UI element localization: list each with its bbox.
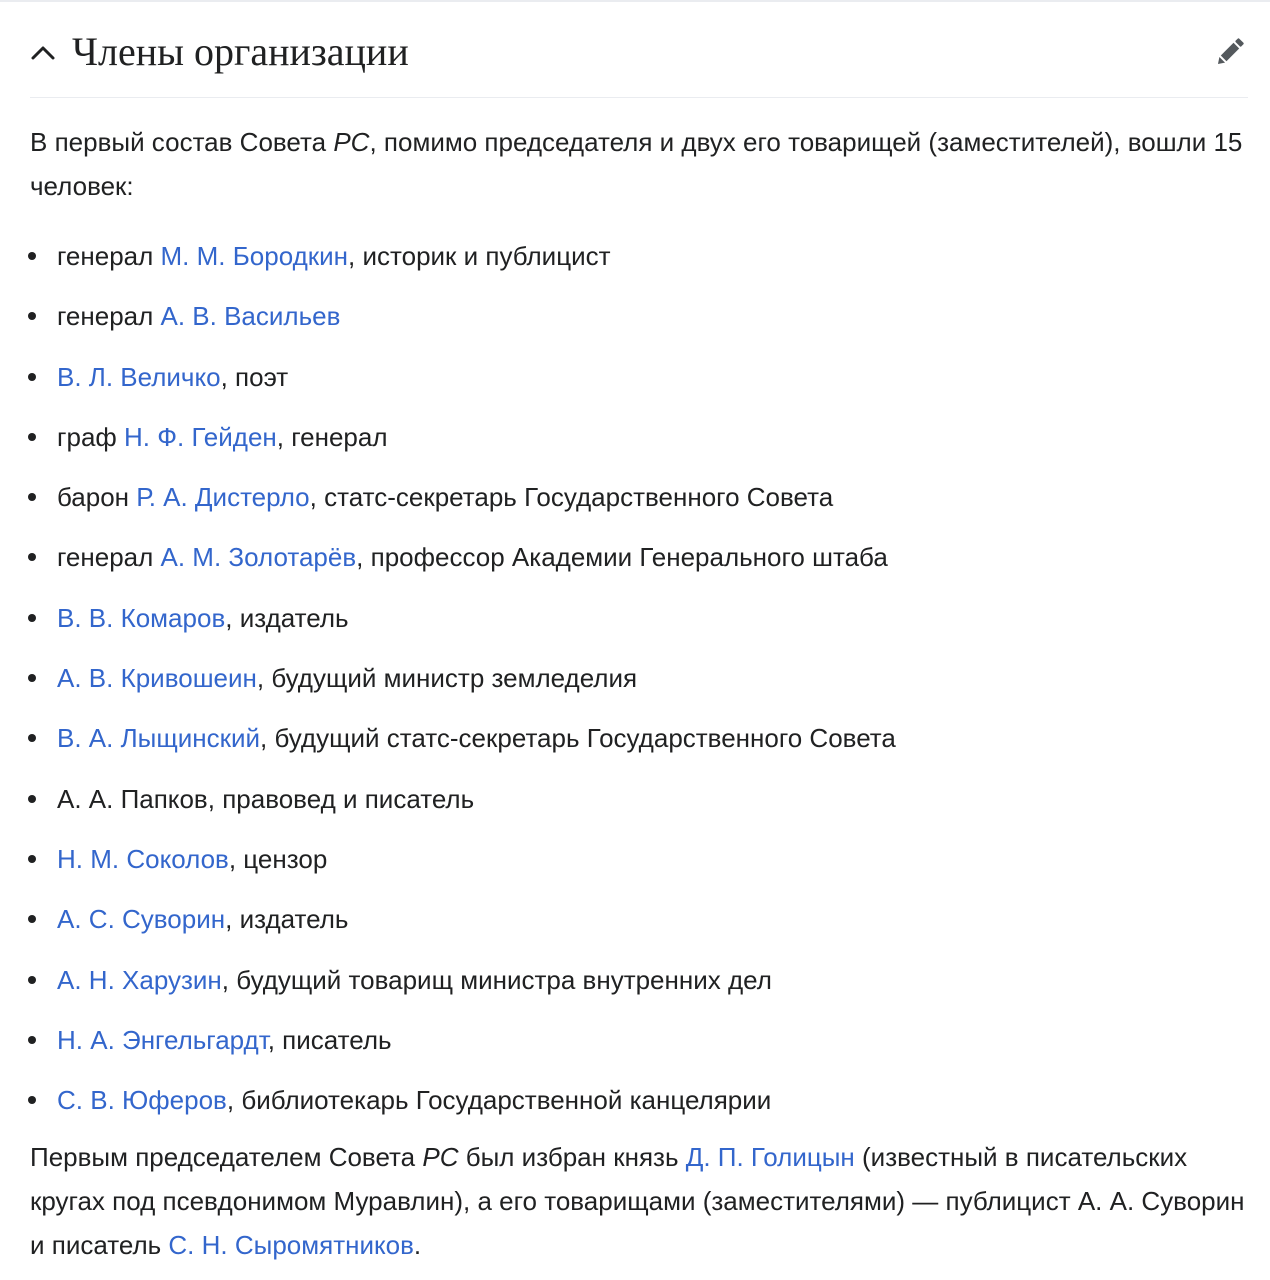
- bullet-icon: [28, 795, 36, 803]
- member-prefix: генерал: [57, 542, 161, 573]
- list-item-text: [57, 226, 611, 286]
- member-description: , будущий товарищ министра внутренних дел: [221, 964, 772, 995]
- list-item: [0, 226, 1270, 286]
- bullet-icon: [28, 1096, 36, 1104]
- intro-text-1: В первый состав Совета: [30, 127, 334, 157]
- top-border: [0, 0, 1270, 2]
- section-title: Члены организации: [72, 29, 409, 74]
- list-item-text: [57, 950, 772, 1010]
- member-link[interactable]: Н. Ф. Гейден: [124, 421, 277, 452]
- member-link[interactable]: А. В. Кривошеин: [57, 663, 257, 694]
- list-item: [0, 769, 1270, 829]
- member-link[interactable]: В. Л. Величко: [57, 361, 221, 392]
- bullet-icon: [28, 915, 36, 923]
- intro-italic-abbr: РС: [333, 127, 370, 157]
- chevron-up-icon[interactable]: [30, 40, 56, 66]
- member-description: , цензор: [228, 843, 328, 874]
- list-item: [0, 588, 1270, 648]
- member-link[interactable]: Н. А. Энгельгардт: [57, 1024, 268, 1055]
- outro-text-1: Первым председателем Совета: [30, 1142, 423, 1172]
- outro-paragraph: [30, 1135, 1250, 1267]
- list-item: [0, 286, 1270, 346]
- member-description: , генерал: [276, 421, 388, 452]
- member-link[interactable]: А. В. Васильев: [160, 301, 341, 332]
- outro-text-3: (известный в писательских кругах под псевдонимом Муравлин), а его товарищами (заместителями) — публицист А. А. Суворин и писатель: [30, 1142, 1245, 1260]
- member-prefix: барон: [57, 482, 137, 513]
- bullet-icon: [28, 433, 36, 441]
- list-item: [0, 347, 1270, 407]
- member-link[interactable]: А. М. Золотарёв: [160, 542, 357, 573]
- list-item: [0, 829, 1270, 889]
- member-prefix: А. А. Папков, правовед и писатель: [57, 783, 475, 814]
- bullet-icon: [28, 855, 36, 863]
- list-item: [0, 950, 1270, 1010]
- member-link[interactable]: В. В. Комаров: [57, 602, 226, 633]
- list-item-text: [57, 889, 348, 949]
- list-item-text: [57, 769, 474, 829]
- member-description: , библиотекарь Государственной канцелярии: [226, 1085, 772, 1116]
- list-item-text: [57, 347, 288, 407]
- member-description: , историк и публицист: [348, 241, 611, 271]
- member-description: , будущий статс-секретарь Государственного Совета: [260, 723, 896, 754]
- member-link[interactable]: Н. М. Соколов: [57, 843, 229, 874]
- link-golitsyn[interactable]: Д. П. Голицын: [685, 1142, 855, 1172]
- member-description: , издатель: [225, 602, 349, 633]
- member-link[interactable]: А. С. Суворин: [57, 904, 226, 935]
- outro-text-2: был избран князь: [458, 1142, 686, 1172]
- members-list: [0, 226, 1270, 1130]
- member-link[interactable]: Р. А. Дистерло: [136, 482, 310, 513]
- member-description: , профессор Академии Генерального штаба: [356, 542, 888, 573]
- member-link[interactable]: В. А. Лыщинский: [57, 723, 261, 754]
- list-item-text: [57, 407, 388, 467]
- list-item-text: [57, 527, 888, 587]
- list-item-text: [57, 1010, 392, 1070]
- section-header: [30, 18, 1248, 98]
- member-description: , статс-секретарь Государственного Совета: [309, 482, 834, 513]
- member-prefix: генерал: [57, 241, 161, 271]
- header-divider: [30, 97, 1248, 98]
- list-item: [0, 648, 1270, 708]
- list-item: [0, 1070, 1270, 1130]
- list-item: [0, 708, 1270, 768]
- bullet-icon: [28, 553, 36, 561]
- list-item: [0, 889, 1270, 949]
- list-item: [0, 467, 1270, 527]
- bullet-icon: [28, 252, 36, 260]
- list-item-text: [57, 588, 349, 648]
- list-item: [0, 527, 1270, 587]
- member-description: , писатель: [267, 1024, 392, 1055]
- bullet-icon: [28, 734, 36, 742]
- pencil-icon[interactable]: [1212, 34, 1248, 70]
- list-item-text: [57, 286, 340, 346]
- member-link[interactable]: А. Н. Харузин: [57, 964, 222, 995]
- list-item-text: [57, 1070, 771, 1130]
- member-description: , издатель: [225, 904, 349, 935]
- member-link[interactable]: С. В. Юферов: [57, 1085, 227, 1116]
- bullet-icon: [28, 976, 36, 984]
- bullet-icon: [28, 373, 36, 381]
- link-syromyatnikov[interactable]: С. Н. Сыромятников: [168, 1230, 414, 1260]
- intro-paragraph: [30, 120, 1250, 208]
- member-description: , поэт: [220, 361, 289, 392]
- bullet-icon: [28, 674, 36, 682]
- member-link[interactable]: М. М. Бородкин: [160, 241, 349, 271]
- member-prefix: граф: [57, 421, 125, 452]
- list-item: [0, 1010, 1270, 1070]
- list-item-text: [57, 829, 327, 889]
- list-item-text: [57, 708, 896, 768]
- outro-italic-abbr: РС: [422, 1142, 459, 1172]
- member-prefix: генерал: [57, 301, 161, 332]
- bullet-icon: [28, 614, 36, 622]
- bullet-icon: [28, 1036, 36, 1044]
- outro-text-4: .: [413, 1230, 422, 1260]
- list-item-text: [57, 648, 637, 708]
- bullet-icon: [28, 312, 36, 320]
- list-item: [0, 407, 1270, 467]
- intro-text-2: , помимо председателя и двух его товарищей (заместителей), вошли 15 человек:: [30, 127, 1243, 201]
- member-description: , будущий министр земледелия: [256, 663, 638, 694]
- bullet-icon: [28, 493, 36, 501]
- list-item-text: [57, 467, 833, 527]
